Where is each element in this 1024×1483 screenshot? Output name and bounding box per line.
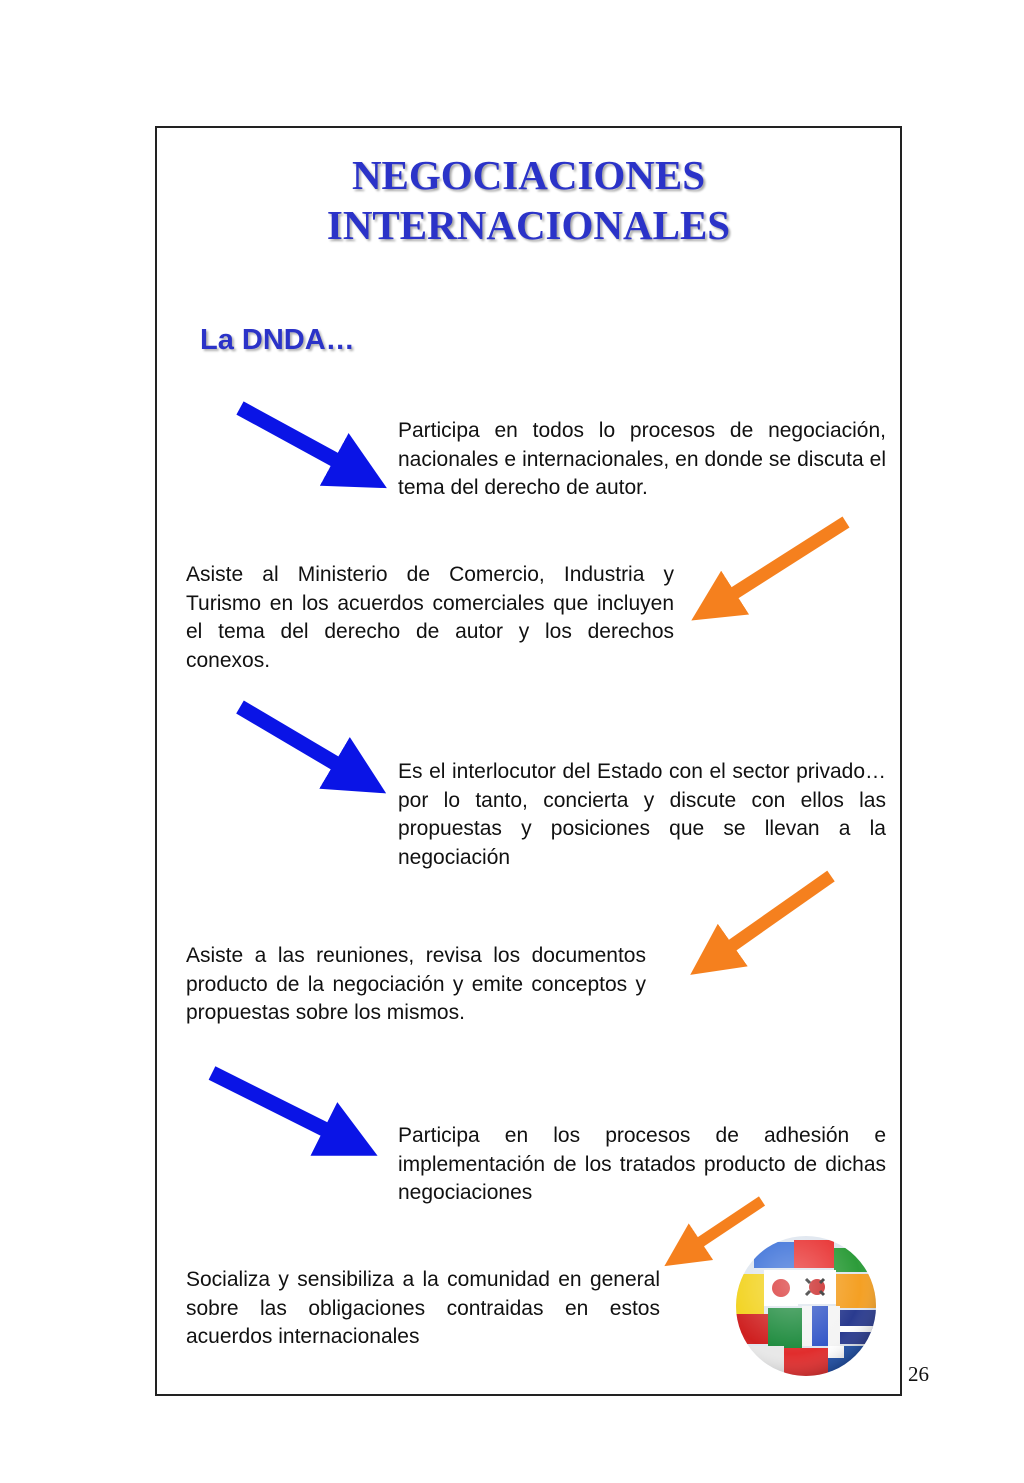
orange-arrow-icon	[720, 876, 831, 954]
blue-arrow-icon	[212, 1073, 340, 1137]
item-text-2: Asiste al Ministerio de Comercio, Industria y Turismo en los acuerdos comerciales que incluyen el tema del derecho de autor y los derechos conexos.	[186, 563, 674, 672]
item-text-6: Socializa y sensibiliza a la comunidad en general sobre las obligaciones contraidas en estos acuerdos internacionales	[186, 1268, 660, 1348]
page-title-line-1: NEGOCIACIONES	[351, 152, 706, 198]
section-subtitle: La DNDA…	[200, 324, 355, 356]
item-text-5: Participa en los procesos de adhesión e implementación de los tratados producto de dichas negociaciones	[398, 1124, 886, 1204]
blue-arrow-icon	[240, 408, 350, 468]
item-text-3: Es el interlocutor del Estado con el sector privado… por lo tanto, concierta y discute con ellos las propuestas y posiciones que se llevan a la negociación	[398, 760, 886, 869]
page-number: 26	[908, 1362, 929, 1386]
page-title-line-2: INTERNACIONALES	[326, 202, 731, 248]
item-text-4: Asiste a las reuniones, revisa los documentos producto de la negociación y emite conceptos y propuestas sobre los mismos.	[186, 944, 646, 1024]
orange-arrow-icon	[722, 522, 846, 601]
item-text-1: Participa en todos lo procesos de negociación, nacionales e internacionales, en donde se discuta el tema del derecho de autor.	[398, 419, 886, 499]
flags-globe-icon	[734, 1234, 878, 1378]
blue-arrow-icon	[240, 707, 350, 772]
